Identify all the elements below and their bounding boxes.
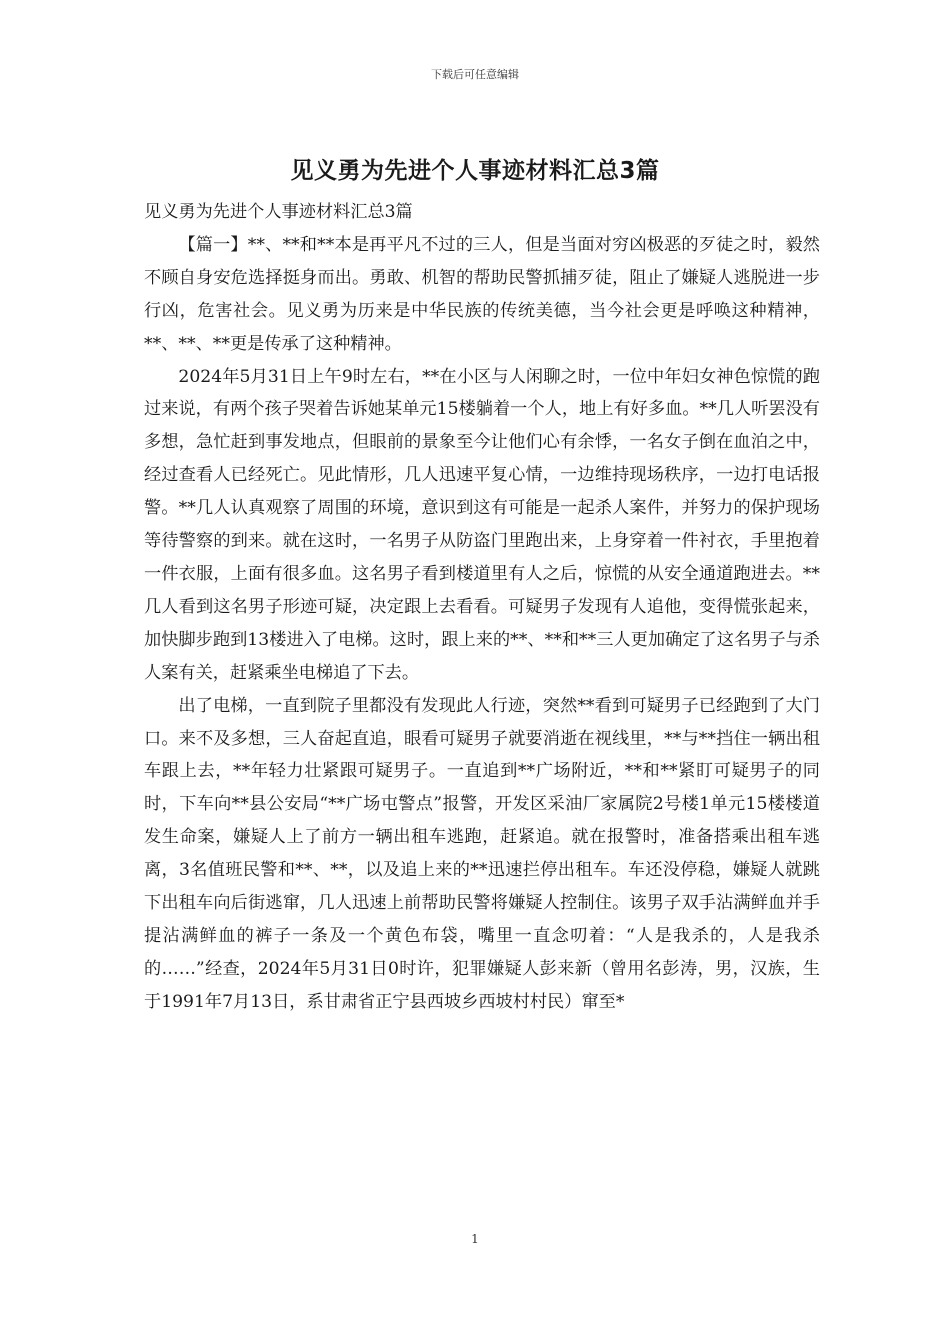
subtitle-line: 见义勇为先进个人事迹材料汇总3篇 xyxy=(144,202,413,222)
header-note: 下载后可任意编辑 xyxy=(431,68,519,81)
document-title: 见义勇为先进个人事迹材料汇总3篇 xyxy=(290,158,660,184)
paragraph: 【篇一】**、**和**本是再平凡不过的三人，但是当面对穷凶极恶的歹徒之时，毅然不顾自身安危选择挺身而出。勇敢、机智的帮助民警抓捕歹徒，阻止了嫌疑人逃脱进一步行凶，危害社会。见义勇为历来是中华民族的传统美德，当今社会更是呼唤这种精神，**、**、**更是传承了这种精神。 xyxy=(144,234,820,354)
paragraph: 出了电梯，一直到院子里都没有发现此人行迹，突然**看到可疑男子已经跑到了大门口。来不及多想，三人奋起直追，眼看可疑男子就要消逝在视线里，**与**挡住一辆出租车跟上去，**年轻力壮紧跟可疑男子。一直追到**广场附近，**和**紧盯可疑男子的同时，下车向**县公安局“**广场屯警点”报警，开发区采油厂家属院2号楼1单元15楼楼道发生命案，嫌疑人上了前方一辆出租车逃跑，赶紧追。就在报警时，准备搭乘出租车逃离，3名值班民警和**、**，以及追上来的**迅速拦停出租车。车还没停稳，嫌疑人就跳下出租车向后街逃窜，几人迅速上前帮助民警将嫌疑人控制住。该男子双手沾满鲜血并手提沾满鲜血的裤子一条及一个黄色布袋，嘴里一直念叨着：“人是我杀的，人是我杀的……”经查，2024年5月31日0时许，犯罪嫌疑人彭来新（曾用名彭涛，男，汉族，生于1991年7月13日，系甘肃省正宁县西坡乡西坡村村民）窜至* xyxy=(144,695,820,1012)
paragraph: 2024年5月31日上午9时左右，**在小区与人闲聊之时，一位中年妇女神色惊慌的跑过来说，有两个孩子哭着告诉她某单元15楼躺着一个人，地上有好多血。**几人听罢没有多想，急忙赶到事发地点，但眼前的景象至今让他们心有余悸，一名女子倒在血泊之中，经过查看人已经死亡。见此情形，几人迅速平复心情，一边维持现场秩序，一边打电话报警。**几人认真观察了周围的环境，意识到这有可能是一起杀人案件，并努力的保护现场等待警察的到来。就在这时，一名男子从防盗门里跑出来，上身穿着一件衬衣，手里抱着一件衣服，上面有很多血。这名男子看到楼道里有人之后，惊慌的从安全通道跑进去。**几人看到这名男子形迹可疑，决定跟上去看看。可疑男子发现有人追他，变得慌张起来，加快脚步跑到13楼进入了电梯。这时，跟上来的**、**和**三人更加确定了这名男子与杀人案有关，赶紧乘坐电梯追了下去。 xyxy=(144,366,820,683)
document-body xyxy=(144,196,820,1019)
page-number: 1 xyxy=(471,1232,479,1246)
